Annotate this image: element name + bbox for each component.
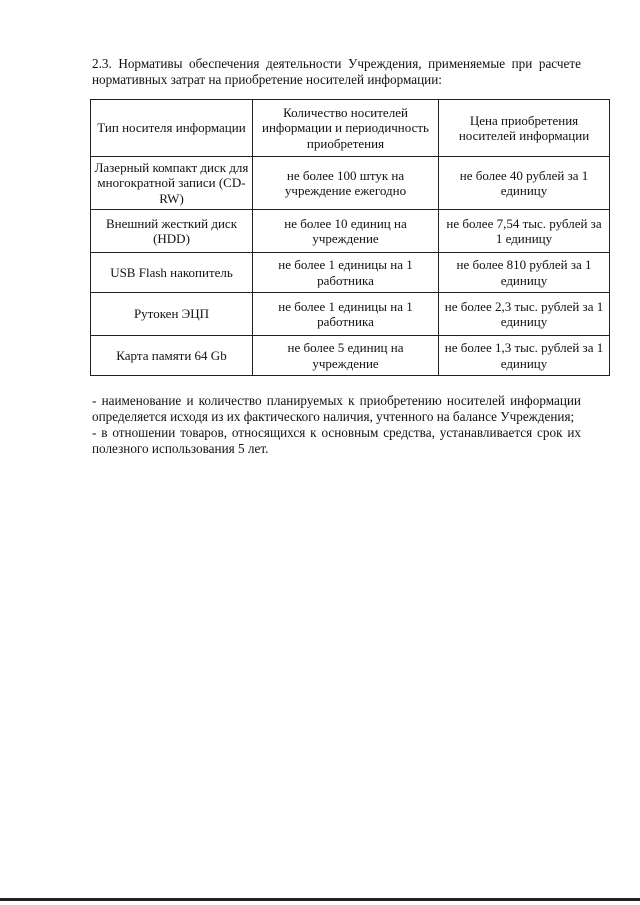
cell-media-type: USB Flash накопитель <box>91 253 253 293</box>
cell-media-type: Лазерный компакт диск для многократной записи (CD-RW) <box>91 157 253 210</box>
header-quantity: Количество носителей информации и периодичность приобретения <box>253 100 439 157</box>
cell-quantity: не более 5 единиц на учреждение <box>253 336 439 376</box>
table-row <box>91 157 610 210</box>
table-row <box>91 210 610 253</box>
cell-price: не более 1,3 тыс. рублей за 1 единицу <box>439 336 610 376</box>
cell-quantity: не более 1 единицы на 1 работника <box>253 253 439 293</box>
cell-media-type: Внешний жесткий диск (HDD) <box>91 210 253 253</box>
cell-price: не более 40 рублей за 1 единицу <box>439 157 610 210</box>
notes-block <box>92 393 581 457</box>
table-row <box>91 253 610 293</box>
section-heading: 2.3. Нормативы обеспечения деятельности Учреждения, применяемые при расчете нормативных затрат на приобретение носителей информации: <box>92 56 581 87</box>
scan-edge-line <box>0 898 640 901</box>
cell-quantity: не более 10 единиц на учреждение <box>253 210 439 253</box>
header-media-type: Тип носителя информации <box>91 100 253 157</box>
cell-price: не более 810 рублей за 1 единицу <box>439 253 610 293</box>
cell-quantity: не более 1 единицы на 1 работника <box>253 293 439 336</box>
note-paragraph: - в отношении товаров, относящихся к основным средства, устанавливается срок их полезного использования 5 лет. <box>92 425 581 456</box>
cell-media-type: Рутокен ЭЦП <box>91 293 253 336</box>
table-row <box>91 293 610 336</box>
note-paragraph: - наименование и количество планируемых к приобретению носителей информации определяется исходя из их фактического наличия, учтенного на балансе Учреждения; <box>92 393 581 424</box>
cell-media-type: Карта памяти 64 Gb <box>91 336 253 376</box>
cell-quantity: не более 100 штук на учреждение ежегодно <box>253 157 439 210</box>
table-row <box>91 336 610 376</box>
media-norms-table <box>90 99 610 376</box>
table-header-row <box>91 100 610 157</box>
cell-price: не более 7,54 тыс. рублей за 1 единицу <box>439 210 610 253</box>
header-price: Цена приобретения носителей информации <box>439 100 610 157</box>
cell-price: не более 2,3 тыс. рублей за 1 единицу <box>439 293 610 336</box>
